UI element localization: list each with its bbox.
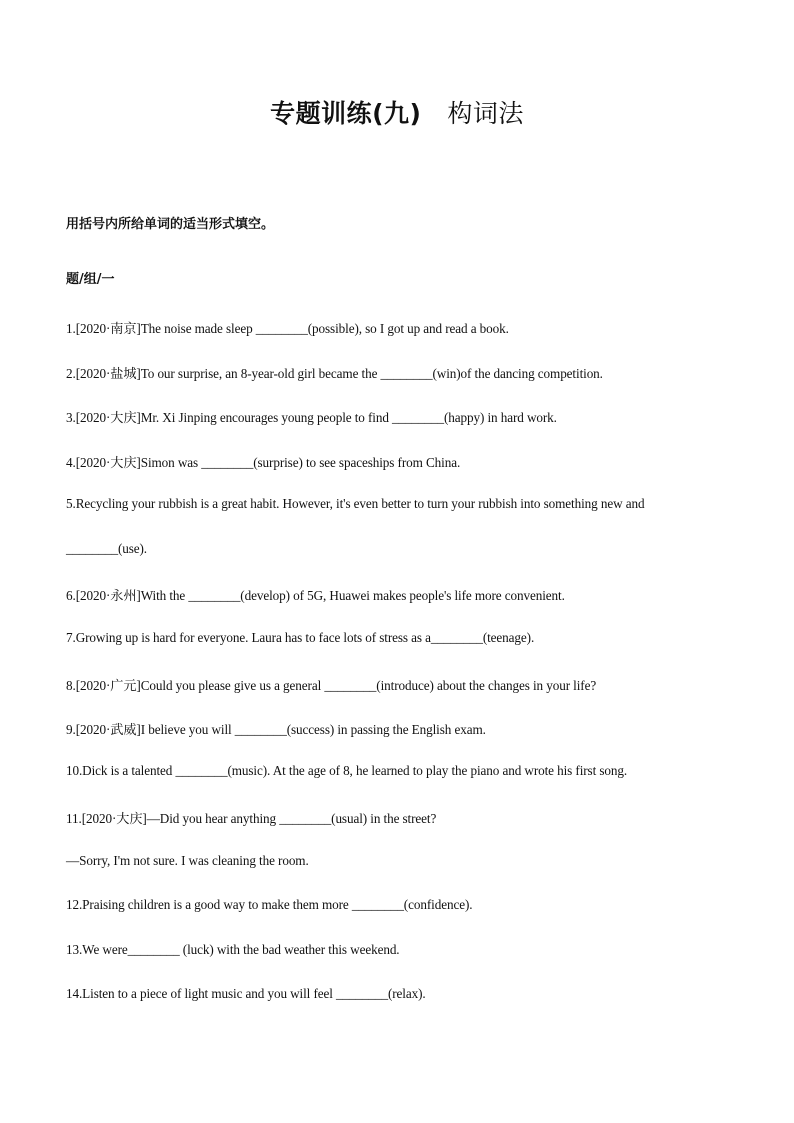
exercise-line-9: 9.[2020·武威]I believe you will ________(success) in passing the English exam. <box>66 722 486 737</box>
exercise-line-10: 10.Dick is a talented ________(music). At the age of 8, he learned to play the piano and wrote his first song. <box>66 763 628 778</box>
exercise-line-6: 6.[2020·永州]With the ________(develop) of 5G, Huawei makes people's life more convenient. <box>66 588 565 603</box>
exercise-line-5-continued: ________(use). <box>66 541 148 556</box>
exercise-line-1: 1.[2020·南京]The noise made sleep ________(possible), so I got up and read a book. <box>66 321 509 336</box>
exercise-line-11-reply: —Sorry, I'm not sure. I was cleaning the room. <box>66 853 309 868</box>
page-title <box>0 94 794 130</box>
group-label: 题/组/一 <box>66 272 115 287</box>
exercise-line-13: 13.We were________ (luck) with the bad weather this weekend. <box>66 942 400 957</box>
title-subtitle: 构词法 <box>447 99 524 128</box>
instruction-text: 用括号内所给单词的适当形式填空。 <box>66 217 275 232</box>
exercise-line-11: 11.[2020·大庆]—Did you hear anything ________(usual) in the street? <box>66 811 437 826</box>
title-main: 专题训练(九) <box>270 99 422 128</box>
exercise-line-8: 8.[2020·广元]Could you please give us a general ________(introduce) about the changes in your life? <box>66 678 597 693</box>
exercise-line-2: 2.[2020·盐城]To our surprise, an 8-year-old girl became the ________(win)of the dancing competition. <box>66 366 603 381</box>
exercise-line-12: 12.Praising children is a good way to make them more ________(confidence). <box>66 897 473 912</box>
exercise-line-14: 14.Listen to a piece of light music and you will feel ________(relax). <box>66 986 426 1001</box>
exercise-line-5: 5.Recycling your rubbish is a great habit. However, it's even better to turn your rubbish into something new and <box>66 496 645 511</box>
exercise-line-7: 7.Growing up is hard for everyone. Laura has to face lots of stress as a________(teenage). <box>66 630 535 645</box>
exercise-line-4: 4.[2020·大庆]Simon was ________(surprise) to see spaceships from China. <box>66 455 461 470</box>
exercise-line-3: 3.[2020·大庆]Mr. Xi Jinping encourages young people to find ________(happy) in hard work. <box>66 410 557 425</box>
